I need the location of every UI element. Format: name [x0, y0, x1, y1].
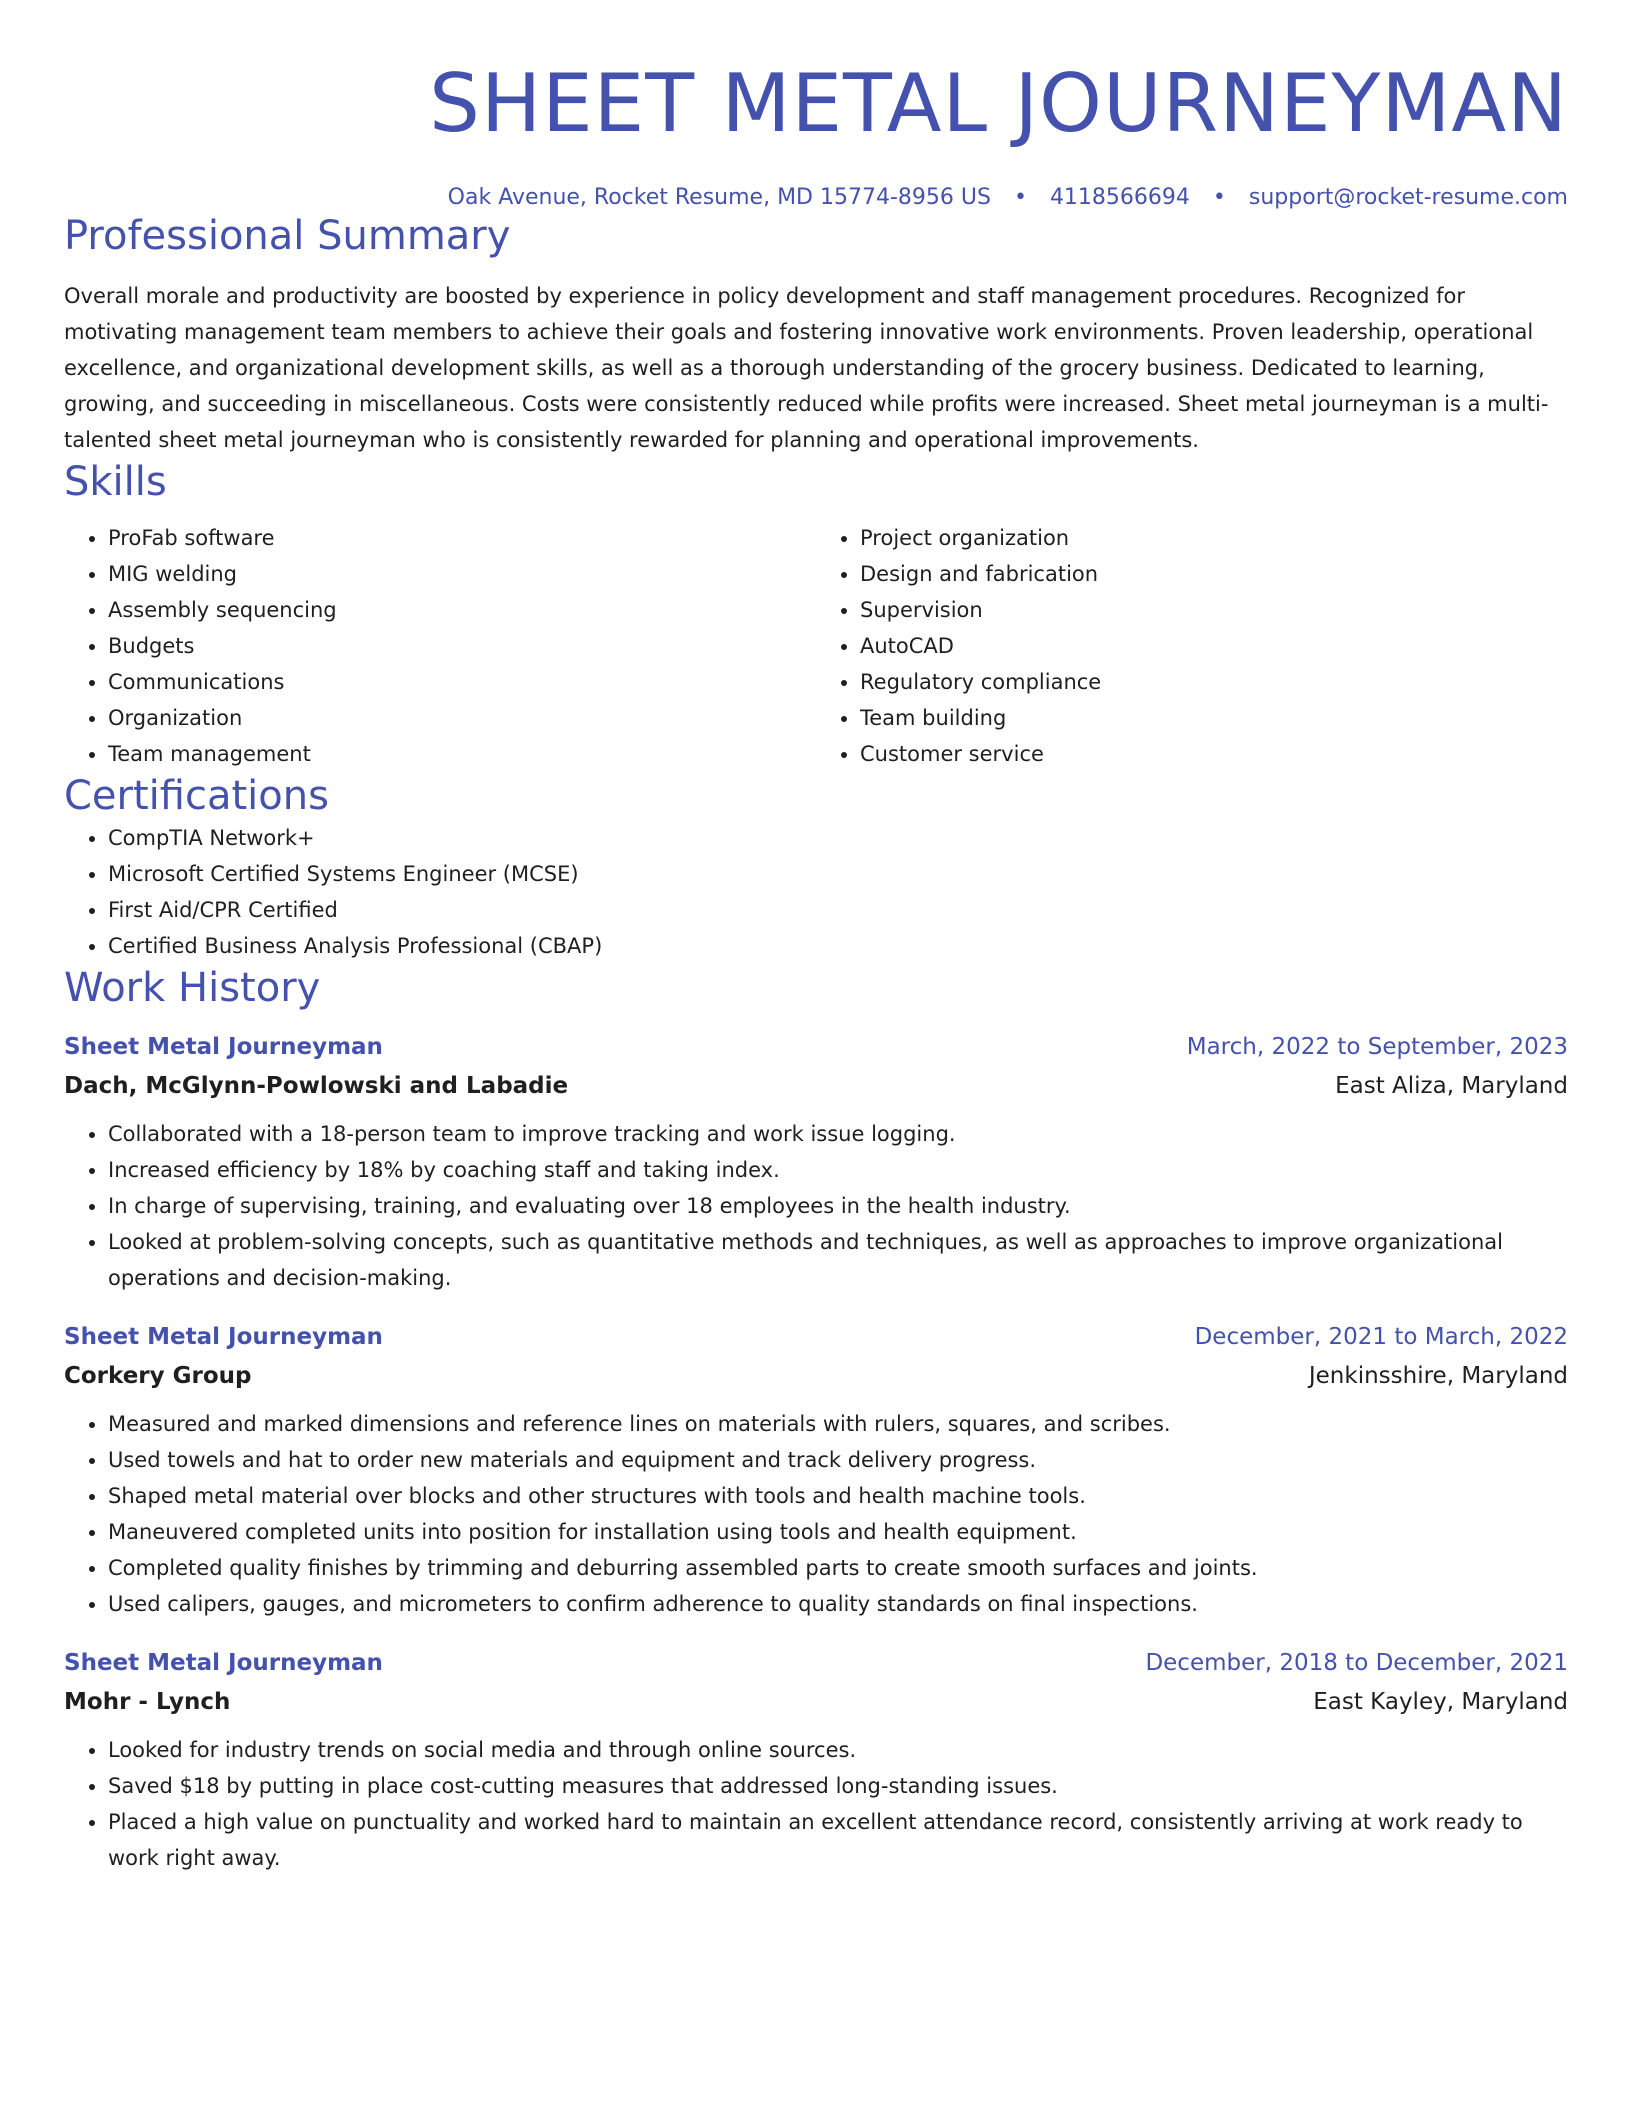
- job-company: Corkery Group: [64, 1363, 252, 1389]
- job-company: Dach, McGlynn-Powlowski and Labadie: [64, 1073, 569, 1099]
- job-dates: December, 2021 to March, 2022: [1194, 1324, 1568, 1350]
- certifications-list: [64, 820, 1568, 964]
- skill-item: • ProFab software: [108, 520, 816, 556]
- job-header-row: [64, 1644, 1568, 1682]
- job-title: Sheet Metal Journeyman: [64, 1650, 383, 1676]
- skill-item: • Project organization: [860, 520, 1568, 556]
- job-company-row: [64, 1356, 1568, 1396]
- job-title: Sheet Metal Journeyman: [64, 1034, 383, 1060]
- skill-item: • Regulatory compliance: [860, 664, 1568, 700]
- skill-item: • Supervision: [860, 592, 1568, 628]
- job-entry: [64, 1644, 1568, 1876]
- job-location: East Aliza, Maryland: [1335, 1073, 1568, 1099]
- skill-item: • Assembly sequencing: [108, 592, 816, 628]
- job-entry: [64, 1318, 1568, 1622]
- job-bullets: [64, 1406, 1568, 1622]
- job-bullets: [64, 1116, 1568, 1296]
- skills-heading: Skills: [64, 459, 167, 505]
- skills-columns: [64, 520, 1568, 772]
- contact-separator: •: [1212, 185, 1226, 210]
- job-bullet: • Collaborated with a 18-person team to improve tracking and work issue logging.: [108, 1116, 1568, 1152]
- skills-right-list: [816, 520, 1568, 772]
- contact-phone: 4118566694: [1049, 185, 1190, 210]
- job-company-row: [64, 1066, 1568, 1106]
- job-bullet: • Saved $18 by putting in place cost-cutting measures that addressed long-standing issues.: [108, 1768, 1568, 1804]
- job-bullet: • Increased efficiency by 18% by coaching staff and taking index.: [108, 1152, 1568, 1188]
- job-dates: December, 2018 to December, 2021: [1145, 1650, 1568, 1676]
- certification-item: • CompTIA Network+: [108, 820, 1568, 856]
- job-company: Mohr - Lynch: [64, 1689, 231, 1715]
- job-bullet: • Measured and marked dimensions and reference lines on materials with rulers, squares, and scribes.: [108, 1406, 1568, 1442]
- job-header-row: [64, 1028, 1568, 1066]
- job-entry: [64, 1028, 1568, 1296]
- summary-text: Overall morale and productivity are boosted by experience in policy development and staff management procedures. Recognized for motivating management team members to achieve their goals and fostering innovative work environments. Proven leadership, operational excellence, and organizational development skills, as well as a thorough understanding of the grocery business. Dedicated to learning, growing, and succeeding in miscellaneous. Costs were consistently reduced while profits were increased. Sheet metal journeyman is a multi-talented sheet metal journeyman who is consistently rewarded for planning and operational improvements.: [64, 284, 1549, 452]
- skill-item: • Communications: [108, 664, 816, 700]
- job-bullet: • Completed quality finishes by trimming and deburring assembled parts to create smooth surfaces and joints.: [108, 1550, 1568, 1586]
- skill-item: • Budgets: [108, 628, 816, 664]
- skill-item: • AutoCAD: [860, 628, 1568, 664]
- skill-item: • Team management: [108, 736, 816, 772]
- summary-heading: Professional Summary: [64, 213, 511, 259]
- skill-item: • Customer service: [860, 736, 1568, 772]
- job-location: East Kayley, Maryland: [1313, 1689, 1568, 1715]
- job-location: Jenkinsshire, Maryland: [1308, 1363, 1568, 1389]
- certification-item: • Microsoft Certified Systems Engineer (MCSE): [108, 856, 1568, 892]
- job-bullet: • Looked for industry trends on social media and through online sources.: [108, 1732, 1568, 1768]
- certification-item: • First Aid/CPR Certified: [108, 892, 1568, 928]
- certification-item: • Certified Business Analysis Professional (CBAP): [108, 928, 1568, 964]
- job-bullet: • Used towels and hat to order new materials and equipment and track delivery progress.: [108, 1442, 1568, 1478]
- resume-name: SHEET METAL JOURNEYMAN: [429, 57, 1568, 150]
- contact-separator: •: [1013, 185, 1027, 210]
- certifications-heading: Certifications: [64, 773, 329, 819]
- skill-item: • Organization: [108, 700, 816, 736]
- contact-email[interactable]: support@rocket-resume.com: [1248, 185, 1568, 210]
- work-history-heading: Work History: [64, 965, 321, 1011]
- job-bullet: • In charge of supervising, training, and evaluating over 18 employees in the health industry.: [108, 1188, 1568, 1224]
- job-bullets: [64, 1732, 1568, 1876]
- contact-line: [64, 184, 1568, 212]
- contact-address: Oak Avenue, Rocket Resume, MD 15774-8956 US: [447, 185, 991, 210]
- job-title: Sheet Metal Journeyman: [64, 1324, 383, 1350]
- job-bullet: • Maneuvered completed units into position for installation using tools and health equipment.: [108, 1514, 1568, 1550]
- job-bullet: • Looked at problem-solving concepts, such as quantitative methods and techniques, as well as approaches to improve organizational operations and decision-making.: [108, 1224, 1568, 1296]
- skill-item: • Team building: [860, 700, 1568, 736]
- skills-left-list: [64, 520, 816, 772]
- skill-item: • MIG welding: [108, 556, 816, 592]
- job-dates: March, 2022 to September, 2023: [1186, 1034, 1568, 1060]
- job-bullet: • Shaped metal material over blocks and other structures with tools and health machine tools.: [108, 1478, 1568, 1514]
- job-bullet: • Placed a high value on punctuality and worked hard to maintain an excellent attendance record, consistently arriving at work ready to work right away.: [108, 1804, 1568, 1876]
- job-header-row: [64, 1318, 1568, 1356]
- skill-item: • Design and fabrication: [860, 556, 1568, 592]
- job-company-row: [64, 1682, 1568, 1722]
- job-bullet: • Used calipers, gauges, and micrometers to confirm adherence to quality standards on final inspections.: [108, 1586, 1568, 1622]
